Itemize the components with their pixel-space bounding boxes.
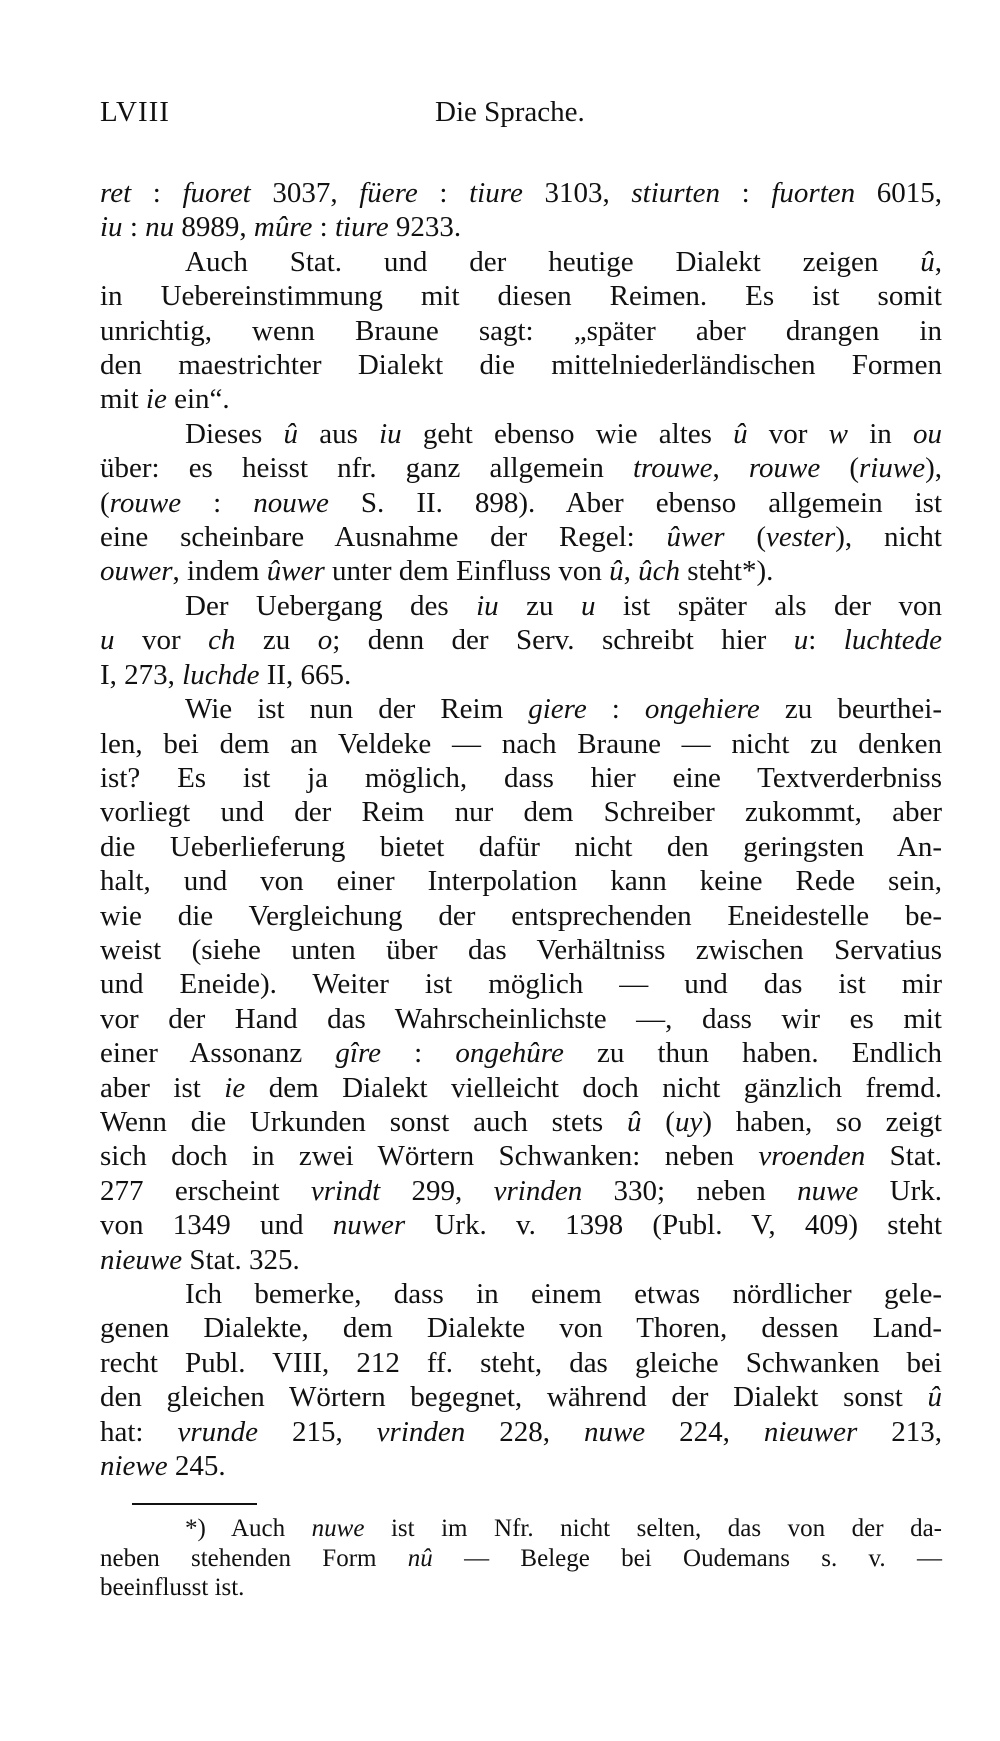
running-title: Die Sprache.	[435, 96, 585, 128]
text-line: wie die Vergleichung der entsprechenden Eneidestelle be-	[100, 899, 942, 932]
text-line: vorliegt und der Reim nur dem Schreiber zukommt, aber	[100, 796, 942, 829]
text-line: den gleichen Wörtern begegnet, während der Dialekt sonst û	[100, 1381, 942, 1414]
text-line: Wie ist nun der Reim giere : ongehiere zu beurthei-	[185, 693, 942, 726]
text-line: von 1349 und nuwer Urk. v. 1398 (Publ. V, 409) steht	[100, 1209, 943, 1242]
text-line: neben stehenden Form nû — Belege bei Oudemans s. v. —	[100, 1544, 942, 1572]
text-line: I, 273, luchde II, 665.	[100, 658, 352, 691]
paragraph-giere-rhyme	[100, 692, 942, 1277]
text-line: hat: vrunde 215, vrinden 228, nuwe 224, nieuwer 213,	[100, 1415, 943, 1448]
text-line: Der Uebergang des iu zu u ist später als der von	[185, 589, 942, 622]
text-line: eine scheinbare Ausnahme der Regel: ûwer (vester), nicht	[100, 521, 942, 554]
text-line: Dieses û aus iu geht ebenso wie altes û vor w in ou	[185, 417, 942, 450]
text-line: halt, und von einer Interpolation kann keine Rede sein,	[100, 865, 942, 898]
footnote	[100, 1514, 942, 1603]
paragraph-thoren-dialect	[100, 1277, 942, 1483]
footnote-divider	[132, 1503, 257, 1505]
text-line: sich doch in zwei Wörtern Schwanken: neben vroenden Stat.	[100, 1140, 942, 1173]
text-line: und Eneide). Weiter ist möglich — und das ist mir	[100, 968, 942, 1001]
text-line: u vor ch zu o; denn der Serv. schreibt hier u: luchtede	[100, 624, 942, 657]
text-line: niewe 245.	[100, 1450, 226, 1483]
page-header	[100, 96, 942, 136]
text-line: 277 erscheint vrindt 299, vrinden 330; neben nuwe Urk.	[100, 1174, 942, 1207]
text-line: ouwer, indem ûwer unter dem Einfluss von û, ûch steht*).	[100, 555, 774, 588]
text-line: ist? Es ist ja möglich, dass hier eine Textverderbniss	[100, 761, 942, 794]
paragraph-stat-dialect	[100, 245, 942, 417]
text-line: *) Auch nuwe ist im Nfr. nicht selten, das von der da-	[185, 1515, 942, 1542]
paragraph-u-from-iu	[100, 417, 942, 589]
text-line: len, bei dem an Veldeke — nach Braune — nicht zu denken	[100, 727, 942, 760]
text-line: recht Publ. VIII, 212 ff. steht, das gleiche Schwanken bei	[100, 1346, 942, 1379]
text-line: aber ist ie dem Dialekt vielleicht doch nicht gänzlich fremd.	[100, 1071, 942, 1104]
text-line: Ich bemerke, dass in einem etwas nördlicher gele-	[185, 1278, 942, 1310]
text-line: über: es heisst nfr. ganz allgemein trouwe, rouwe (riuwe),	[100, 452, 942, 485]
text-line: genen Dialekte, dem Dialekte von Thoren, dessen Land-	[100, 1312, 942, 1345]
text-line: iu : nu 8989, mûre : tiure 9233.	[100, 211, 462, 244]
text-line: nieuwe Stat. 325.	[100, 1243, 300, 1276]
text-line: ret : fuoret 3037, füere : tiure 3103, stiurten : fuorten 6015,	[100, 177, 943, 209]
text-line: Auch Stat. und der heutige Dialekt zeigen û,	[185, 245, 942, 278]
text-line: mit ie ein“.	[100, 383, 230, 416]
text-line: unrichtig, wenn Braune sagt: „später aber drangen in	[100, 314, 942, 347]
text-line: einer Assonanz gîre : ongehûre zu thun haben. Endlich	[100, 1037, 942, 1070]
text-line: beeinflusst ist.	[100, 1574, 245, 1601]
text-line: in Uebereinstimmung mit diesen Reimen. Es ist somit	[100, 280, 942, 313]
main-text	[100, 176, 942, 1483]
text-line: vor der Hand das Wahrscheinlichste —, dass wir es mit	[100, 1002, 942, 1035]
text-line: Wenn die Urkunden sonst auch stets û (uy) haben, so zeigt	[100, 1105, 942, 1138]
paragraph-rhyme-examples	[100, 176, 942, 245]
text-line: den maestrichter Dialekt die mittelniederländischen Formen	[100, 349, 942, 382]
text-line: weist (siehe unten über das Verhältniss zwischen Servatius	[100, 933, 942, 966]
paragraph-transition-iu-u	[100, 589, 942, 692]
page-number: LVIII	[100, 96, 170, 128]
text-line: (rouwe : nouwe S. II. 898). Aber ebenso allgemein ist	[100, 486, 943, 519]
text-line: die Ueberlieferung bietet dafür nicht den geringsten An-	[100, 830, 942, 863]
